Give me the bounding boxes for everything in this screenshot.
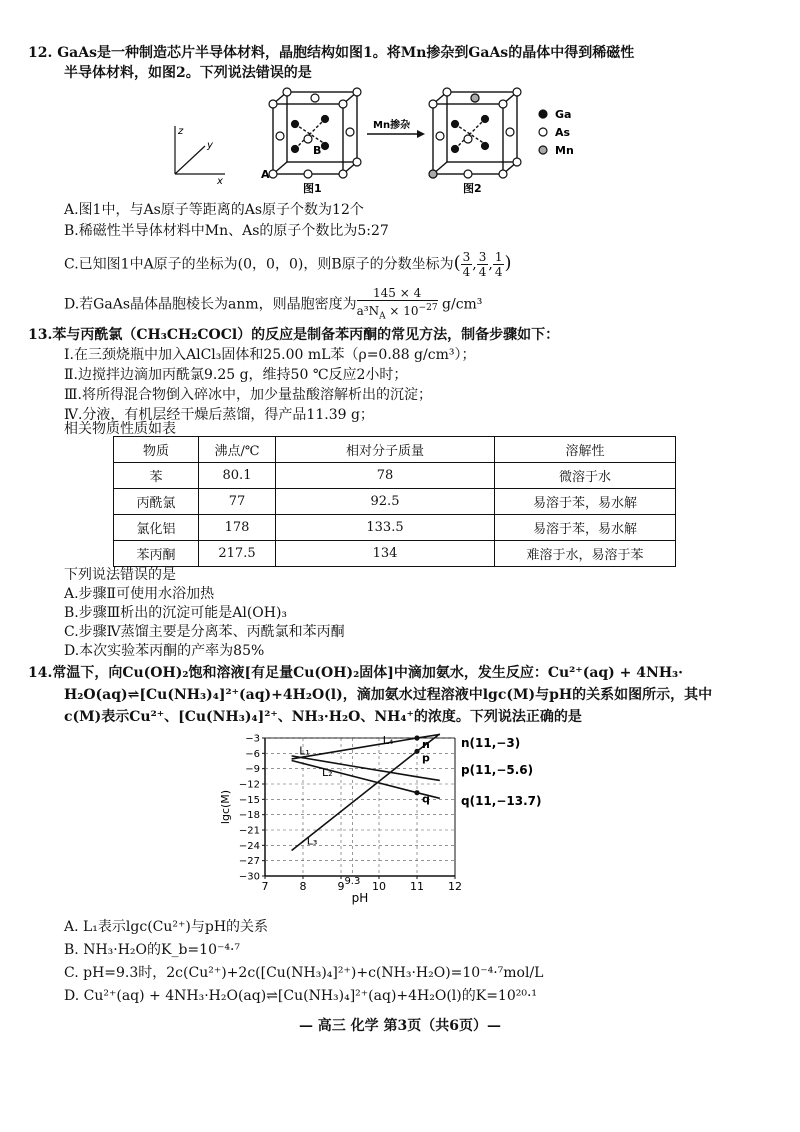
data-point-label: q <box>422 792 430 806</box>
atom-B-label: B <box>313 144 322 157</box>
coord-z-fraction: $\frac{1}{4}$ <box>494 250 503 279</box>
table-cell: 易溶于苯，易水解 <box>495 515 676 541</box>
table-header-row <box>114 437 676 463</box>
table-header: 溶解性 <box>495 437 676 463</box>
table-cell: 微溶于水 <box>495 463 676 489</box>
q13-step-3: Ⅲ.将所得混合物倒入碎冰中，加少量盐酸溶解析出的沉淀； <box>64 387 432 403</box>
data-point-label: n <box>422 738 430 751</box>
q13-step-1: Ⅰ.在三颈烧瓶中加入AlCl₃固体和25.00 mL苯（ρ=0.88 g/cm³）； <box>64 347 476 363</box>
q13-step-2: Ⅱ.边搅拌边滴加丙酰氯9.25 g，维持50 ℃反应2小时； <box>64 367 408 383</box>
table-row <box>114 515 676 541</box>
q13-option-d: D.本次实验苯丙酮的产率为85% <box>64 643 265 659</box>
table-cell: 92.5 <box>276 489 495 515</box>
q12-stem-line1: 12. GaAs是一种制造芯片半导体材料，晶胞结构如图1。将Mn掺杂到GaAs的晶体中得到稀磁性 <box>28 45 635 61</box>
table-header: 相对分子质量 <box>276 437 495 463</box>
doping-arrow-label: Mn掺杂 <box>373 120 411 131</box>
x-extra-tick-label: 9.3 <box>344 876 361 887</box>
data-point <box>414 735 419 740</box>
data-point <box>414 749 419 754</box>
x-tick-label: 12 <box>448 880 462 893</box>
x-tick-label: 8 <box>299 880 307 893</box>
legend-ga: Ga <box>555 108 572 121</box>
coord-y-fraction: $\frac{3}{4}$ <box>478 250 487 279</box>
table-cell: 苯丙酮 <box>114 541 199 567</box>
y-tick-label: −12 <box>238 779 260 791</box>
axis-z-label: z <box>178 126 184 137</box>
q12-crystal-figure <box>165 84 615 196</box>
x-axis-label: pH <box>351 891 369 905</box>
table-cell: 133.5 <box>276 515 495 541</box>
table-cell: 易溶于苯，易水解 <box>495 489 676 515</box>
coord-x-fraction: $\frac{3}{4}$ <box>462 250 471 279</box>
fig1-caption: 图1 <box>303 182 322 195</box>
table-cell: 178 <box>199 515 276 541</box>
q14-stem-line3: c(M)表示Cu²⁺、[Cu(NH₃)₄]²⁺、NH₃·H₂O、NH₄⁺的浓度。下列说法正确的是 <box>64 709 582 725</box>
x-tick-label: 11 <box>410 880 424 893</box>
y-tick-label: −18 <box>238 810 260 822</box>
y-tick-label: −24 <box>238 840 260 852</box>
x-tick-label: 9 <box>337 880 345 893</box>
x-tick-label: 7 <box>261 880 269 893</box>
q12-option-a: A.图1中，与As原子等距离的As原子个数为12个 <box>64 202 364 218</box>
table-row <box>114 489 676 515</box>
table-header: 沸点/℃ <box>199 437 276 463</box>
doping-arrow-head <box>417 130 425 138</box>
q14-option-d: D. Cu²⁺(aq) + 4NH₃·H₂O(aq)⇌[Cu(NH₃)₄]²⁺(aq)+4H₂O(l)的K=10²⁰·¹ <box>64 988 538 1004</box>
properties-table <box>113 436 676 567</box>
series-label: L₁ <box>299 744 310 758</box>
y-tick-label: −3 <box>245 733 260 745</box>
axis-y-label: y <box>207 140 213 151</box>
atom-A-label: A <box>261 168 270 181</box>
table-cell: 丙酰氯 <box>114 489 199 515</box>
table-row <box>114 541 676 567</box>
table-header: 物质 <box>114 437 199 463</box>
q13-stem: 13.苯与丙酰氯（CH₃CH₂COCl）的反应是制备苯丙酮的常见方法，制备步骤如下： <box>28 327 560 343</box>
point-annotation: n(11,−3) <box>461 736 521 751</box>
table-cell: 80.1 <box>199 463 276 489</box>
point-annotation: q(11,−13.7) <box>461 793 542 808</box>
atom-legend <box>539 110 547 154</box>
y-tick-label: −9 <box>245 764 260 776</box>
table-cell: 134 <box>276 541 495 567</box>
y-tick-label: −6 <box>245 748 260 760</box>
cell-1-atoms <box>269 88 361 178</box>
series-label: L₄ <box>382 734 394 748</box>
q14-stem-line2: H₂O(aq)⇌[Cu(NH₃)₄]²⁺(aq)+4H₂O(l)，滴加氨水过程溶液中lgc(M)与pH的关系如图所示，其中 <box>64 687 713 703</box>
q14-option-c: C. pH=9.3时，2c(Cu²⁺)+2c([Cu(NH₃)₄]²⁺)+c(NH₃·H₂O)=10⁻⁴·⁷mol/L <box>64 965 544 981</box>
density-unit: g/cm³ <box>442 296 483 313</box>
table-row <box>114 463 676 489</box>
q12-option-b: B.稀磁性半导体材料中Mn、As的原子个数比为5:27 <box>64 223 389 239</box>
q13-option-a: A.步骤Ⅱ可使用水浴加热 <box>64 586 215 602</box>
axis-x-label: x <box>217 176 223 187</box>
y-tick-label: −15 <box>238 794 260 806</box>
fig2-caption: 图2 <box>463 182 482 195</box>
q14-stem-line1: 14.常温下，向Cu(OH)₂饱和溶液[有足量Cu(OH)₂固体]中滴加氨水，发生反应：Cu²⁺(aq) + 4NH₃· <box>28 665 684 681</box>
table-cell: 78 <box>276 463 495 489</box>
q14-option-b: B. NH₃·H₂O的K_b=10⁻⁴·⁷ <box>64 942 241 958</box>
series-label: L₃ <box>306 834 318 848</box>
legend-mn: Mn <box>555 144 574 157</box>
lgc-ph-chart <box>215 730 575 910</box>
y-axis-label: lgc(M) <box>219 789 232 825</box>
table-cell: 77 <box>199 489 276 515</box>
series-label: L₂ <box>322 765 333 779</box>
q12-option-c-text: C.已知图1中A原子的坐标为(0，0，0)，则B原子的分数坐标为 <box>64 256 454 273</box>
y-tick-label: −30 <box>238 871 260 883</box>
density-fraction: $\frac{145 \times 4}{a^3N_A \times 10^{-27}}$ <box>356 286 438 322</box>
table-cell: 氯化铝 <box>114 515 199 541</box>
x-tick-label: 10 <box>372 880 386 893</box>
page-footer: — 高三 化学 第3页（共6页）— <box>298 1018 502 1034</box>
q13-step-4: Ⅳ.分液，有机层经干燥后蒸馏，得产品11.39 g； <box>64 407 374 423</box>
table-cell: 217.5 <box>199 541 276 567</box>
q13-option-c: C.步骤Ⅳ蒸馏主要是分离苯、丙酰氯和苯丙酮 <box>64 624 345 640</box>
q12-option-d <box>64 286 482 323</box>
q13-option-b: B.步骤Ⅲ析出的沉淀可能是Al(OH)₃ <box>64 605 288 621</box>
table-cell: 苯 <box>114 463 199 489</box>
cell-2-atoms <box>429 88 521 178</box>
data-point <box>414 790 419 795</box>
data-point-label: p <box>422 751 430 765</box>
q14-option-a: A. L₁表示lgc(Cu²⁺)与pH的关系 <box>64 919 269 935</box>
table-cell: 难溶于水，易溶于苯 <box>495 541 676 567</box>
series-line <box>292 756 440 781</box>
q13-question: 下列说法错误的是 <box>64 567 176 583</box>
q13-table-title: 相关物质性质如表 <box>64 421 176 437</box>
point-annotation: p(11,−5.6) <box>461 763 534 778</box>
q12-stem-line2: 半导体材料，如图2。下列说法错误的是 <box>64 65 312 81</box>
y-tick-label: −27 <box>238 856 260 868</box>
legend-as: As <box>555 126 571 139</box>
y-tick-label: −21 <box>238 825 260 837</box>
q12-option-d-text: D.若GaAs晶体晶胞棱长为anm，则晶胞密度为 <box>64 296 357 313</box>
q12-option-c: C.已知图1中A原子的坐标为(0，0，0)，则B原子的分数坐标为( $\frac{3}{4}$ , $\frac{3}{4}$ , $\frac{1}{4}$ ) <box>64 250 512 279</box>
